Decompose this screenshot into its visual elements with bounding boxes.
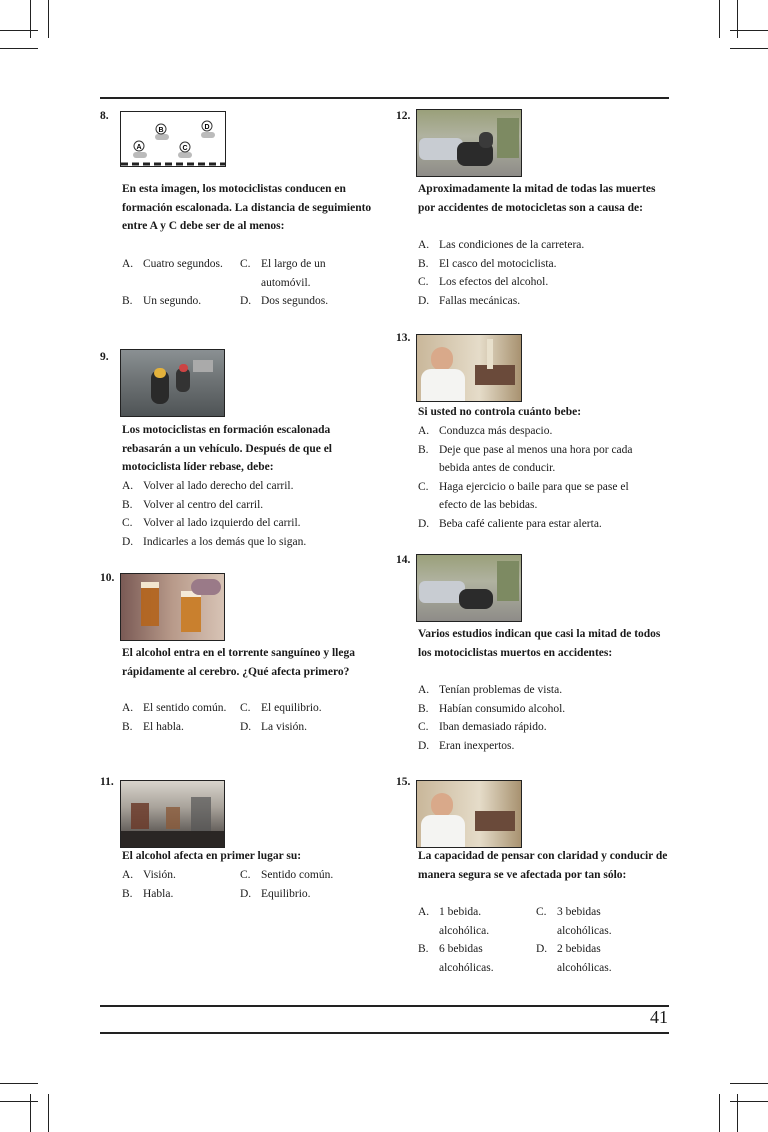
- crop-mark: [730, 1101, 768, 1102]
- answer-option[interactable]: B. Volver al centro del carril.: [122, 498, 264, 511]
- svg-text:B: B: [158, 127, 164, 134]
- answer-option[interactable]: D. La visión.: [240, 720, 307, 733]
- answer-options: [418, 903, 668, 977]
- crop-mark: [30, 1094, 31, 1132]
- question-stem: El alcohol entra en el torrente sanguíneo y llega rápidamente al cerebro. ¿Qué afecta primero?: [122, 647, 355, 678]
- answer-option[interactable]: D. Indicarles a los demás que lo sigan.: [122, 535, 307, 548]
- question-number: 11.: [100, 776, 114, 788]
- answer-options: [122, 477, 372, 551]
- footer-rule-top: [100, 1005, 669, 1007]
- crop-mark: [730, 48, 768, 49]
- answer-options: [418, 681, 668, 755]
- crop-mark: [719, 1094, 720, 1132]
- answer-option[interactable]: A. 1 bebida. alcohólica.: [418, 906, 490, 937]
- motorcycle-icon: [155, 124, 169, 140]
- answer-option[interactable]: D. Dos segundos.: [240, 295, 329, 307]
- svg-text:D: D: [204, 124, 210, 131]
- answer-option[interactable]: B. Habían consumido alcohol.: [418, 702, 566, 715]
- answer-options: [122, 866, 372, 903]
- answer-option[interactable]: B. 6 bebidas alcohólicas.: [418, 943, 494, 974]
- question-stem: Varios estudios indican que casi la mitad de todos los motociclistas muertos en accidentes:: [418, 628, 661, 659]
- footer-rule-bottom: [100, 1032, 669, 1034]
- answer-option[interactable]: A. Conduzca más despacio.: [418, 425, 553, 437]
- question-stem: Si usted no controla cuánto bebe:: [418, 406, 582, 418]
- question-stem: El alcohol afecta en primer lugar su:: [122, 850, 302, 862]
- right-column: [396, 0, 668, 1000]
- question-stem: Aproximadamente la mitad de todas las muertes por accidentes de motocicletas son a causa de:: [418, 183, 656, 214]
- answer-option[interactable]: A. Las condiciones de la carretera.: [418, 239, 585, 251]
- answer-option[interactable]: B. El casco del motociclista.: [418, 257, 557, 270]
- answer-option[interactable]: A. Tenían problemas de vista.: [418, 684, 563, 696]
- beer-glasses-photo: [120, 573, 225, 641]
- question-number: 10.: [100, 572, 115, 584]
- drinks-table-photo: [120, 780, 225, 848]
- answer-option[interactable]: C. El equilibrio.: [240, 702, 322, 714]
- answer-options: [418, 422, 668, 533]
- svg-text:A: A: [136, 144, 142, 151]
- question-number: 12.: [396, 110, 411, 122]
- svg-text:C: C: [182, 145, 188, 152]
- answer-option[interactable]: A. Cuatro segundos.: [122, 258, 223, 270]
- motorcycle-crash-photo: [416, 554, 522, 622]
- motorcycle-icon: [133, 141, 147, 158]
- question-number: 15.: [396, 776, 411, 788]
- answer-option[interactable]: D. Fallas mecánicas.: [418, 294, 521, 307]
- answer-option[interactable]: B. Deje que pase al menos una hora por cada bebida antes de conducir.: [418, 443, 633, 474]
- question-stem: Los motociclistas en formación escalonada rebasarán a un vehículo. Después de que el motociclista líder rebase, debe:: [122, 424, 333, 473]
- question-stem: La capacidad de pensar con claridad y conducir de manera segura se ve afectada por tan sólo:: [418, 850, 668, 881]
- answer-options: [122, 699, 372, 736]
- answer-option[interactable]: C. El largo de un automóvil.: [240, 258, 326, 289]
- answer-option[interactable]: B. Un segundo.: [122, 295, 202, 307]
- question-stem: En esta imagen, los motociclistas conducen en formación escalonada. La distancia de seguimiento entre A y C debe ser de al menos:: [122, 183, 372, 232]
- crop-mark: [48, 1094, 49, 1132]
- answer-option[interactable]: C. Haga ejercicio o baile para que se pase el efecto de las bebidas.: [418, 480, 629, 511]
- answer-option[interactable]: B. El habla.: [122, 720, 184, 733]
- answer-options: [418, 236, 668, 310]
- crop-mark: [719, 0, 720, 38]
- answer-option[interactable]: B. Habla.: [122, 887, 174, 900]
- answer-option[interactable]: D. Eran inexpertos.: [418, 739, 515, 752]
- crop-mark: [737, 1094, 738, 1132]
- man-drinking-photo: [416, 780, 522, 848]
- answer-option[interactable]: D. 2 bebidas alcohólicas.: [536, 943, 612, 974]
- crop-mark: [730, 1083, 768, 1084]
- answer-option[interactable]: C. Sentido común.: [240, 869, 334, 881]
- answer-option[interactable]: A. Volver al lado derecho del carril.: [122, 480, 294, 492]
- question-number: 8.: [100, 110, 109, 122]
- crop-mark: [0, 1101, 38, 1102]
- answer-option[interactable]: C. 3 bebidas alcohólicas.: [536, 906, 612, 937]
- crop-mark: [0, 48, 38, 49]
- answer-option[interactable]: A. Visión.: [122, 869, 176, 881]
- formation-diagram-svg: [121, 112, 225, 166]
- motorcycle-icon: [201, 121, 215, 138]
- crop-mark: [0, 1083, 38, 1084]
- answer-option[interactable]: C. Los efectos del alcohol.: [418, 276, 549, 288]
- motorcycle-icon: [178, 142, 192, 158]
- crop-mark: [737, 0, 738, 38]
- question-number: 14.: [396, 554, 411, 566]
- crop-mark: [730, 30, 768, 31]
- answer-options: [122, 255, 372, 311]
- page-number: 41: [650, 1007, 668, 1027]
- motorcyclists-road-photo: [120, 349, 225, 417]
- question-number: 9.: [100, 351, 109, 363]
- left-column: [100, 0, 372, 1000]
- answer-option[interactable]: C. Volver al lado izquierdo del carril.: [122, 517, 301, 529]
- man-drinking-photo: [416, 334, 522, 402]
- crop-mark: [30, 0, 31, 38]
- answer-option[interactable]: C. Iban demasiado rápido.: [418, 721, 547, 733]
- crop-mark: [48, 0, 49, 38]
- answer-option[interactable]: A. El sentido común.: [122, 702, 227, 714]
- answer-option[interactable]: D. Equilibrio.: [240, 887, 311, 900]
- crop-mark: [0, 30, 38, 31]
- question-number: 13.: [396, 332, 411, 344]
- motorcycle-crash-photo: [416, 109, 522, 177]
- answer-option[interactable]: D. Beba café caliente para estar alerta.: [418, 517, 602, 530]
- staggered-formation-diagram: [120, 111, 226, 167]
